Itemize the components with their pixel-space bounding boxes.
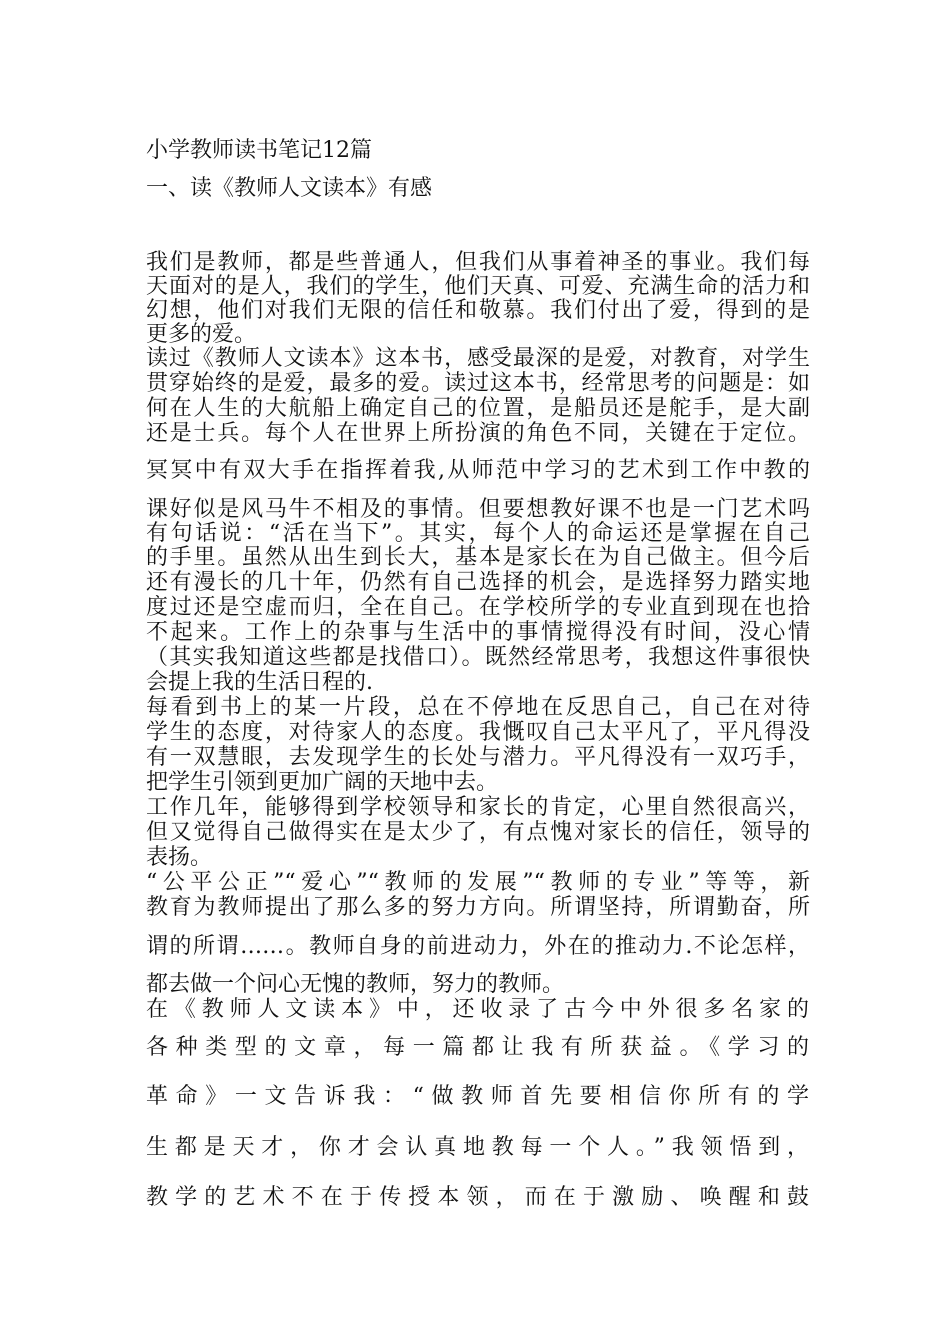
paragraph-line: （其实我知道这些都是找借口）。既然经常思考，我想这件事很快 xyxy=(146,645,810,670)
paragraph-line: 每看到书上的某一片段，总在不停地在反思自己，自己在对待 xyxy=(146,695,810,720)
paragraph-line: 有一双慧眼，去发现学生的长处与潜力。平凡得没有一双巧手， xyxy=(146,745,810,770)
paragraph-line: 但又觉得自己做得实在是太少了，有点愧对家长的信任，领导的 xyxy=(146,820,810,845)
paragraph-line: 教育为教师提出了那么多的努力方向。所谓坚持，所谓勤奋，所 xyxy=(146,895,810,920)
paragraph-line: 幻想，他们对我们无限的信任和敬慕。我们付出了爱，得到的是 xyxy=(146,298,810,323)
paragraph-line: 冥冥中有双大手在指挥着我,从师范中学习的艺术到工作中教的 xyxy=(146,458,810,483)
paragraph-line: 工作几年，能够得到学校领导和家长的肯定，心里自然很高兴， xyxy=(146,795,810,820)
paragraph-line: 的手里。虽然从出生到长大，基本是家长在为自己做主。但今后 xyxy=(146,545,810,570)
paragraph-line: 还是士兵。每个人在世界上所扮演的角色不同，关键在于定位。 xyxy=(146,421,810,446)
paragraph-line: 何在人生的大航船上确定自己的位置，是船员还是舵手，是大副 xyxy=(146,396,810,421)
paragraph-line: 学生的态度，对待家人的态度。我慨叹自己太平凡了，平凡得没 xyxy=(146,720,810,745)
document-title: 小学教师读书笔记12篇 xyxy=(146,138,372,163)
paragraph-line: 各种类型的文章，每一篇都让我有所获益。《学习的 xyxy=(146,1035,810,1060)
paragraph-line: “公平公正”“爱心”“教师的发展”“教师的专业”等等，新 xyxy=(146,870,810,895)
paragraph-line: 把学生引领到更加广阔的天地中去。 xyxy=(146,770,499,795)
paragraph-line: 谓的所谓……。教师自身的前进动力，外在的推动力.不论怎样， xyxy=(146,934,810,959)
paragraph-line: 有句话说：“活在当下”。其实，每个人的命运还是掌握在自己 xyxy=(146,521,810,546)
paragraph-line: 教学的艺术不在于传授本领，而在于激励、唤醒和鼓 xyxy=(146,1185,810,1210)
section-heading: 一、读《教师人文读本》有感 xyxy=(146,176,433,201)
paragraph-line: 还有漫长的几十年，仍然有自己选择的机会，是选择努力踏实地 xyxy=(146,570,810,595)
paragraph-line: 在《教师人文读本》中，还收录了古今中外很多名家的 xyxy=(146,997,810,1022)
paragraph-line: 贯穿始终的是爱，最多的爱。读过这本书，经常思考的问题是：如 xyxy=(146,371,810,396)
paragraph-line: 更多的爱。 xyxy=(146,322,257,347)
paragraph-line: 读过《教师人文读本》这本书，感受最深的是爱，对教育，对学生 xyxy=(146,346,810,371)
paragraph-line: 天面对的是人，我们的学生，他们天真、可爱、充满生命的活力和 xyxy=(146,274,810,299)
paragraph-line: 会提上我的生活日程的. xyxy=(146,670,373,695)
paragraph-line: 不起来。工作上的杂事与生活中的事情搅得没有时间，没心情 xyxy=(146,620,810,645)
paragraph-line: 生都是天才，你才会认真地教每一个人。”我领悟到， xyxy=(146,1135,810,1160)
paragraph-line: 革命》一文告诉我：“做教师首先要相信你所有的学 xyxy=(146,1084,810,1109)
paragraph-line: 表扬。 xyxy=(146,845,213,870)
paragraph-line: 度过还是空虚而归，全在自己。在学校所学的专业直到现在也拾 xyxy=(146,595,810,620)
paragraph-line: 我们是教师，都是些普通人，但我们从事着神圣的事业。我们每 xyxy=(146,250,810,275)
paragraph-line: 都去做一个问心无愧的教师，努力的教师。 xyxy=(146,972,565,997)
paragraph-line: 课好似是风马牛不相及的事情。但要想教好课不也是一门艺术吗 xyxy=(146,497,810,522)
